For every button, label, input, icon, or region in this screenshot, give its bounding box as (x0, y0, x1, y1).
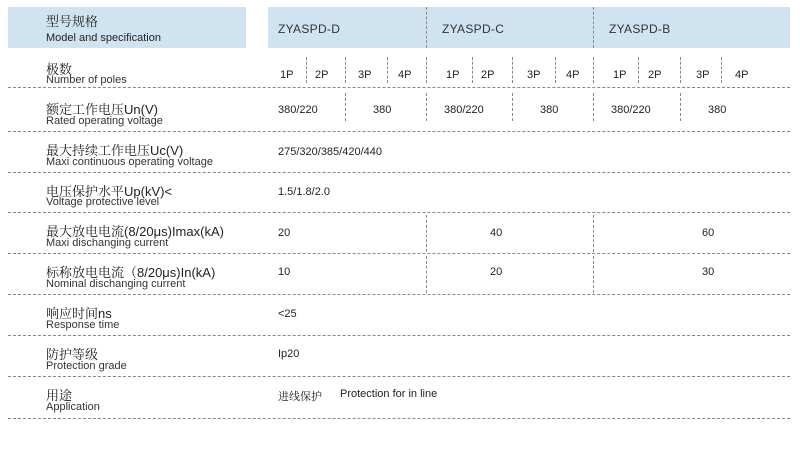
row-divider-6 (8, 294, 790, 295)
row-rated-voltage-label-en: Rated operating voltage (46, 115, 163, 127)
protection-grade-value: Ip20 (278, 348, 300, 360)
row-protection-grade-label-en: Protection grade (46, 360, 127, 372)
model-b: ZYASPD-B (609, 22, 671, 36)
row-protective-level-label-en: Voltage protective level (46, 196, 160, 208)
application-value-en: Protection for in line (340, 388, 438, 400)
max-discharge-c: 40 (490, 227, 503, 239)
rated-voltage-c-b: 380 (540, 104, 559, 116)
max-discharge-div-2 (593, 215, 594, 252)
rated-div-c (512, 93, 513, 121)
row-divider-3 (8, 172, 790, 173)
row-response-time-label-cn: 响应时间ns (46, 306, 112, 321)
poles-div-c3 (555, 57, 556, 83)
poles-div-d3 (387, 57, 388, 83)
row-response-time-label-en: Response time (46, 319, 120, 331)
max-discharge-div-1 (426, 215, 427, 252)
pole-c-3p: 3P (527, 69, 541, 81)
row-max-discharge-label-en: Maxi dischanging current (46, 237, 169, 249)
poles-div-b1 (638, 57, 639, 83)
model-c: ZYASPD-C (442, 22, 505, 36)
poles-div-d2 (345, 57, 346, 83)
model-d: ZYASPD-D (278, 22, 341, 36)
poles-div-b2 (680, 57, 681, 83)
row-divider-7 (8, 335, 790, 336)
protective-level-value: 1.5/1.8/2.0 (278, 186, 330, 198)
rated-voltage-d-a: 380/220 (278, 104, 318, 116)
pole-c-2p: 2P (481, 69, 495, 81)
header-divider-1 (426, 7, 427, 48)
max-discharge-b: 60 (702, 227, 715, 239)
pole-b-1p: 1P (613, 69, 627, 81)
pole-d-1p: 1P (280, 69, 294, 81)
row-application-label-en: Application (46, 401, 100, 413)
row-max-continuous-label-en: Maxi continuous operating voltage (46, 156, 213, 168)
nominal-discharge-div-1 (426, 256, 427, 293)
row-divider-1 (8, 87, 790, 88)
header-divider-2 (593, 7, 594, 48)
row-application-label-cn: 用途 (46, 388, 73, 403)
rated-div-b0 (593, 93, 594, 121)
row-protective-level-label-cn: 电压保护水平Up(kV)< (46, 184, 173, 199)
row-divider-4 (8, 212, 790, 213)
max-discharge-d: 20 (278, 227, 291, 239)
rated-div-c0 (426, 93, 427, 121)
nominal-discharge-c: 20 (490, 266, 503, 278)
row-poles-label-cn: 极数 (46, 62, 73, 77)
poles-div-d1 (306, 57, 307, 83)
poles-div-b0 (593, 57, 594, 83)
rated-voltage-d-b: 380 (373, 104, 392, 116)
pole-d-2p: 2P (315, 69, 329, 81)
header-label-cn: 型号规格 (46, 14, 99, 29)
row-rated-voltage-label-cn: 额定工作电压Un(V) (46, 102, 158, 117)
row-nominal-discharge-label-cn: 标称放电电流（8/20μs)In(kA) (46, 265, 216, 280)
max-continuous-value: 275/320/385/420/440 (278, 146, 382, 158)
row-divider-8 (8, 376, 790, 377)
nominal-discharge-d: 10 (278, 266, 291, 278)
poles-div-c1 (472, 57, 473, 83)
application-value-cn: 进线保护 (278, 391, 322, 403)
rated-voltage-b-b: 380 (708, 104, 727, 116)
nominal-discharge-b: 30 (702, 266, 715, 278)
header-label-en: Model and specification (46, 32, 161, 44)
header-models-bg (268, 7, 790, 48)
rated-voltage-b-a: 380/220 (611, 104, 651, 116)
pole-b-3p: 3P (696, 69, 710, 81)
rated-div-b (680, 93, 681, 121)
row-max-discharge-label-cn: 最大放电电流(8/20μs)Imax(kA) (46, 224, 224, 239)
pole-c-1p: 1P (446, 69, 460, 81)
row-nominal-discharge-label-en: Nominal dischanging current (46, 278, 186, 290)
response-time-value: <25 (278, 308, 297, 320)
rated-voltage-c-a: 380/220 (444, 104, 484, 116)
pole-b-2p: 2P (648, 69, 662, 81)
poles-div-c0 (426, 57, 427, 83)
row-poles-label-en: Number of poles (46, 74, 127, 86)
poles-div-b3 (721, 57, 722, 83)
pole-b-4p: 4P (735, 69, 749, 81)
pole-d-4p: 4P (398, 69, 412, 81)
nominal-discharge-div-2 (593, 256, 594, 293)
row-protection-grade-label-cn: 防护等级 (46, 347, 99, 362)
row-max-continuous-label-cn: 最大持续工作电压Uc(V) (46, 143, 184, 158)
poles-div-c2 (512, 57, 513, 83)
row-divider-2 (8, 131, 790, 132)
rated-div-d (345, 93, 346, 121)
pole-d-3p: 3P (358, 69, 372, 81)
row-divider-9 (8, 418, 790, 419)
pole-c-4p: 4P (566, 69, 580, 81)
row-divider-5 (8, 253, 790, 254)
